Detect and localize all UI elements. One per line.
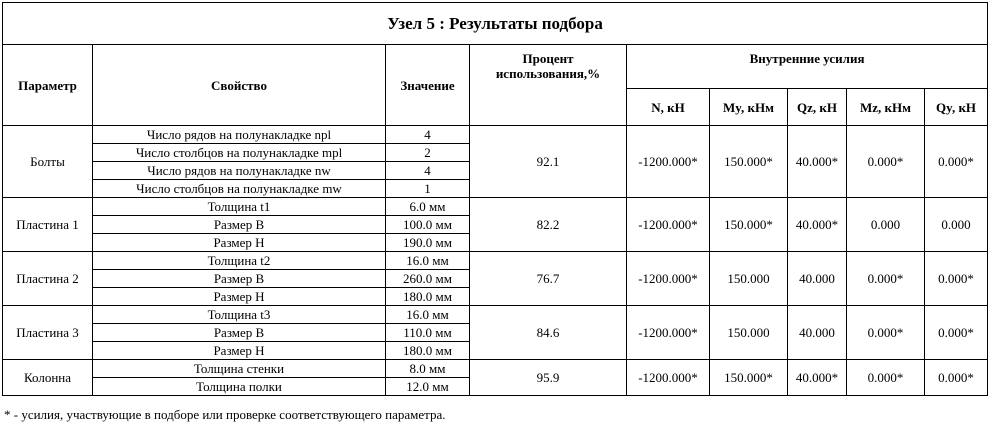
value-cell: 4 xyxy=(386,162,470,180)
value-cell: 16.0 мм xyxy=(386,252,470,270)
force-qy-cell: 0.000 xyxy=(925,198,988,252)
force-my-cell: 150.000* xyxy=(710,360,788,396)
table-row xyxy=(3,126,988,144)
property-cell: Размер H xyxy=(93,234,386,252)
force-qy-cell: 0.000* xyxy=(925,126,988,198)
force-n-cell: -1200.000* xyxy=(627,252,710,306)
force-qz-cell: 40.000* xyxy=(788,198,847,252)
property-cell: Толщина стенки xyxy=(93,360,386,378)
header-force-mz: Mz, кНм xyxy=(847,89,925,126)
percent-cell: 92.1 xyxy=(470,126,627,198)
param-cell: Пластина 1 xyxy=(3,198,93,252)
force-qz-cell: 40.000 xyxy=(788,306,847,360)
force-my-cell: 150.000* xyxy=(710,126,788,198)
value-cell: 180.0 мм xyxy=(386,342,470,360)
property-cell: Число столбцов на полунакладке mpl xyxy=(93,144,386,162)
value-cell: 8.0 мм xyxy=(386,360,470,378)
value-cell: 12.0 мм xyxy=(386,378,470,396)
force-mz-cell: 0.000* xyxy=(847,360,925,396)
percent-cell: 82.2 xyxy=(470,198,627,252)
header-property: Свойство xyxy=(93,45,386,126)
param-cell: Колонна xyxy=(3,360,93,396)
property-cell: Толщина t2 xyxy=(93,252,386,270)
value-cell: 16.0 мм xyxy=(386,306,470,324)
value-cell: 4 xyxy=(386,126,470,144)
header-percent: Процент использования,% xyxy=(470,45,627,126)
property-cell: Число рядов на полунакладке npl xyxy=(93,126,386,144)
property-cell: Размер H xyxy=(93,342,386,360)
table-body xyxy=(3,126,988,396)
header-force-qy: Qy, кН xyxy=(925,89,988,126)
force-qy-cell: 0.000* xyxy=(925,306,988,360)
force-mz-cell: 0.000 xyxy=(847,198,925,252)
property-cell: Число столбцов на полунакладке mw xyxy=(93,180,386,198)
table-title: Узел 5 : Результаты подбора xyxy=(3,3,988,45)
property-cell: Размер H xyxy=(93,288,386,306)
percent-cell: 95.9 xyxy=(470,360,627,396)
header-value: Значение xyxy=(386,45,470,126)
param-cell: Пластина 3 xyxy=(3,306,93,360)
header-force-n: N, кН xyxy=(627,89,710,126)
property-cell: Толщина t3 xyxy=(93,306,386,324)
value-cell: 2 xyxy=(386,144,470,162)
force-n-cell: -1200.000* xyxy=(627,306,710,360)
value-cell: 260.0 мм xyxy=(386,270,470,288)
param-cell: Пластина 2 xyxy=(3,252,93,306)
header-force-qz: Qz, кН xyxy=(788,89,847,126)
header-force-my: My, кНм xyxy=(710,89,788,126)
force-qz-cell: 40.000 xyxy=(788,252,847,306)
percent-cell: 84.6 xyxy=(470,306,627,360)
property-cell: Размер B xyxy=(93,324,386,342)
force-n-cell: -1200.000* xyxy=(627,198,710,252)
table-row xyxy=(3,198,988,216)
table-row xyxy=(3,306,988,324)
value-cell: 180.0 мм xyxy=(386,288,470,306)
force-qy-cell: 0.000* xyxy=(925,360,988,396)
value-cell: 100.0 мм xyxy=(386,216,470,234)
footnote: * - усилия, участвующие в подборе или проверке соответствующего параметра. xyxy=(4,407,446,422)
force-qz-cell: 40.000* xyxy=(788,360,847,396)
force-qy-cell: 0.000* xyxy=(925,252,988,306)
force-mz-cell: 0.000* xyxy=(847,306,925,360)
force-my-cell: 150.000* xyxy=(710,198,788,252)
value-cell: 1 xyxy=(386,180,470,198)
force-qz-cell: 40.000* xyxy=(788,126,847,198)
percent-cell: 76.7 xyxy=(470,252,627,306)
value-cell: 6.0 мм xyxy=(386,198,470,216)
force-n-cell: -1200.000* xyxy=(627,126,710,198)
property-cell: Число рядов на полунакладке nw xyxy=(93,162,386,180)
force-n-cell: -1200.000* xyxy=(627,360,710,396)
table-row xyxy=(3,252,988,270)
param-cell: Болты xyxy=(3,126,93,198)
property-cell: Размер B xyxy=(93,270,386,288)
table-row xyxy=(3,360,988,378)
property-cell: Толщина t1 xyxy=(93,198,386,216)
force-my-cell: 150.000 xyxy=(710,306,788,360)
force-mz-cell: 0.000* xyxy=(847,252,925,306)
value-cell: 110.0 мм xyxy=(386,324,470,342)
property-cell: Размер B xyxy=(93,216,386,234)
header-param: Параметр xyxy=(3,45,93,126)
results-table xyxy=(2,2,988,396)
force-my-cell: 150.000 xyxy=(710,252,788,306)
header-forces: Внутренние усилия xyxy=(627,45,988,89)
value-cell: 190.0 мм xyxy=(386,234,470,252)
force-mz-cell: 0.000* xyxy=(847,126,925,198)
property-cell: Толщина полки xyxy=(93,378,386,396)
